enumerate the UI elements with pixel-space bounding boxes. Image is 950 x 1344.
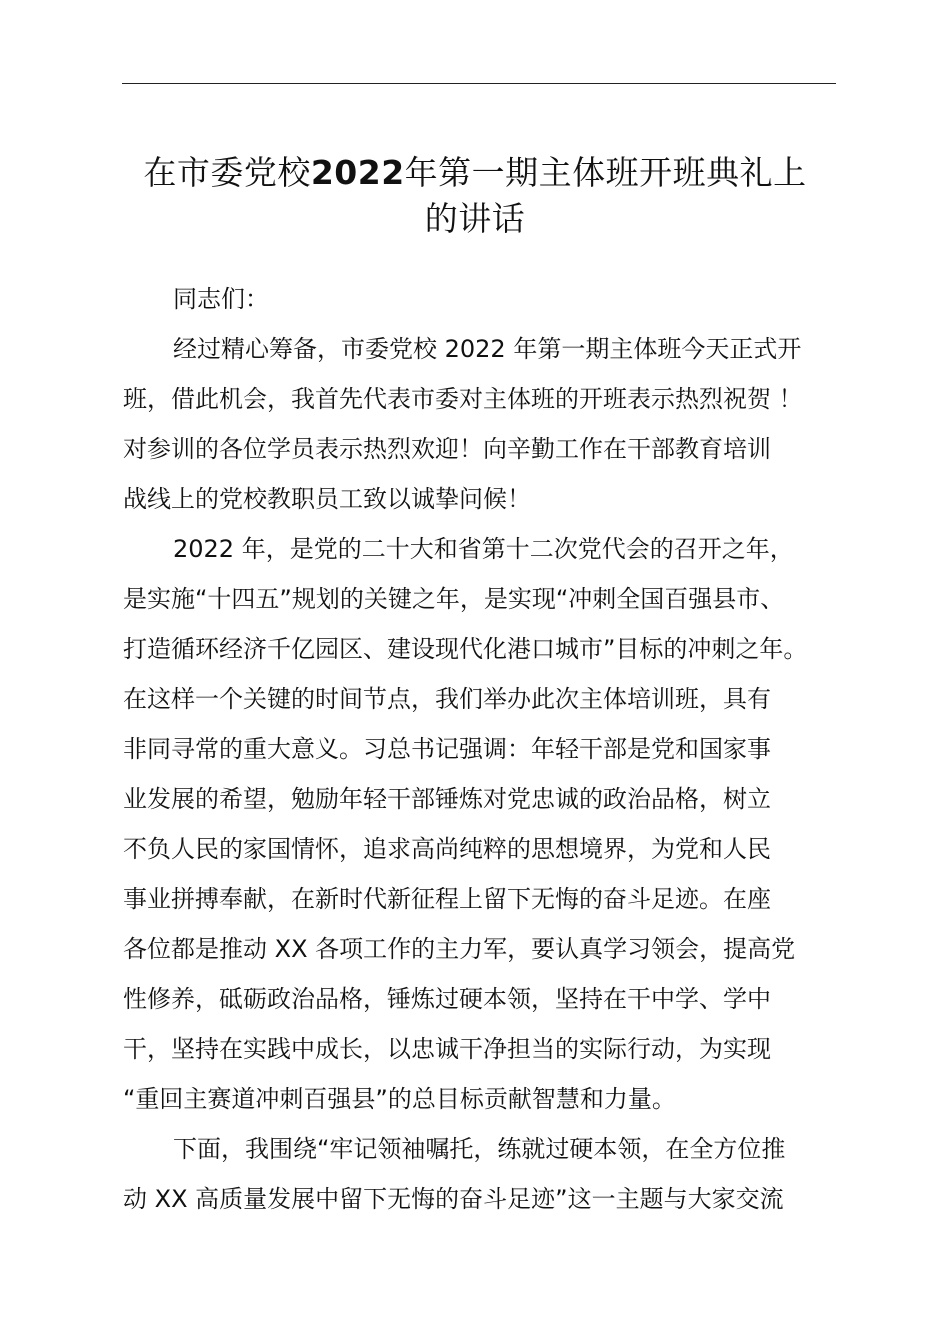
- paragraph-line: 是实施“十四五”规划的关键之年，是实现“冲刺全国百强县市、: [123, 585, 785, 613]
- paragraph-line: 非同寻常的重大意义。习总书记强调：年轻干部是党和国家事: [123, 735, 771, 763]
- paragraph-line: 战线上的党校教职员工致以诚挚问候！: [123, 485, 531, 513]
- paragraph-line: 对参训的各位学员表示热烈欢迎！向辛勤工作在干部教育培训: [123, 435, 771, 463]
- paragraph-3: [123, 1124, 838, 1224]
- paragraph-line: 业发展的希望，勉励年轻干部锤炼对党忠诚的政治品格，树立: [123, 785, 771, 813]
- paragraph-line: 在这样一个关键的时间节点，我们举办此次主体培训班，具有: [123, 685, 771, 713]
- paragraph-line: 班，借此机会，我首先代表市委对主体班的开班表示热烈祝贺 ！: [123, 385, 803, 413]
- document-title: [110, 150, 840, 242]
- document-body: [123, 274, 838, 1224]
- title-year: 2022: [310, 153, 405, 192]
- paragraph-line: 下面，我围绕“牢记领袖嘱托，练就过硬本领，在全方位推: [173, 1135, 786, 1163]
- paragraph-1: [123, 324, 838, 524]
- paragraph-line: 性修养，砥砺政治品格，锤炼过硬本领，坚持在干中学、学中: [123, 985, 771, 1013]
- paragraph-line: 各位都是推动 XX 各项工作的主力军，要认真学习领会，提高党: [123, 935, 796, 963]
- title-line1: 在市委党校2022年第一期主体班开班典礼上: [143, 153, 807, 192]
- header-rule: [122, 83, 836, 84]
- paragraph-line: “重回主赛道冲刺百强县”的总目标贡献智慧和力量。: [123, 1085, 676, 1113]
- paragraph-line: 经过精心筹备，市委党校 2022 年第一期主体班今天正式开: [173, 335, 802, 363]
- paragraph-line: 2022 年，是党的二十大和省第十二次党代会的召开之年，: [173, 535, 794, 563]
- paragraph-line: 事业拼搏奉献，在新时代新征程上留下无悔的奋斗足迹。在座: [123, 885, 771, 913]
- paragraph-line: 动 XX 高质量发展中留下无悔的奋斗足迹”这一主题与大家交流: [123, 1185, 784, 1213]
- paragraph-line: 打造循环经济千亿园区、建设现代化港口城市”目标的冲刺之年。: [123, 635, 808, 663]
- paragraph-line: 不负人民的家国情怀，追求高尚纯粹的思想境界，为党和人民: [123, 835, 771, 863]
- greeting: 同志们：: [173, 285, 269, 313]
- title-line2: 的讲话: [424, 199, 526, 238]
- paragraph-2: [123, 524, 838, 1124]
- paragraph-line: 干，坚持在实践中成长，以忠诚干净担当的实际行动，为实现: [123, 1035, 771, 1063]
